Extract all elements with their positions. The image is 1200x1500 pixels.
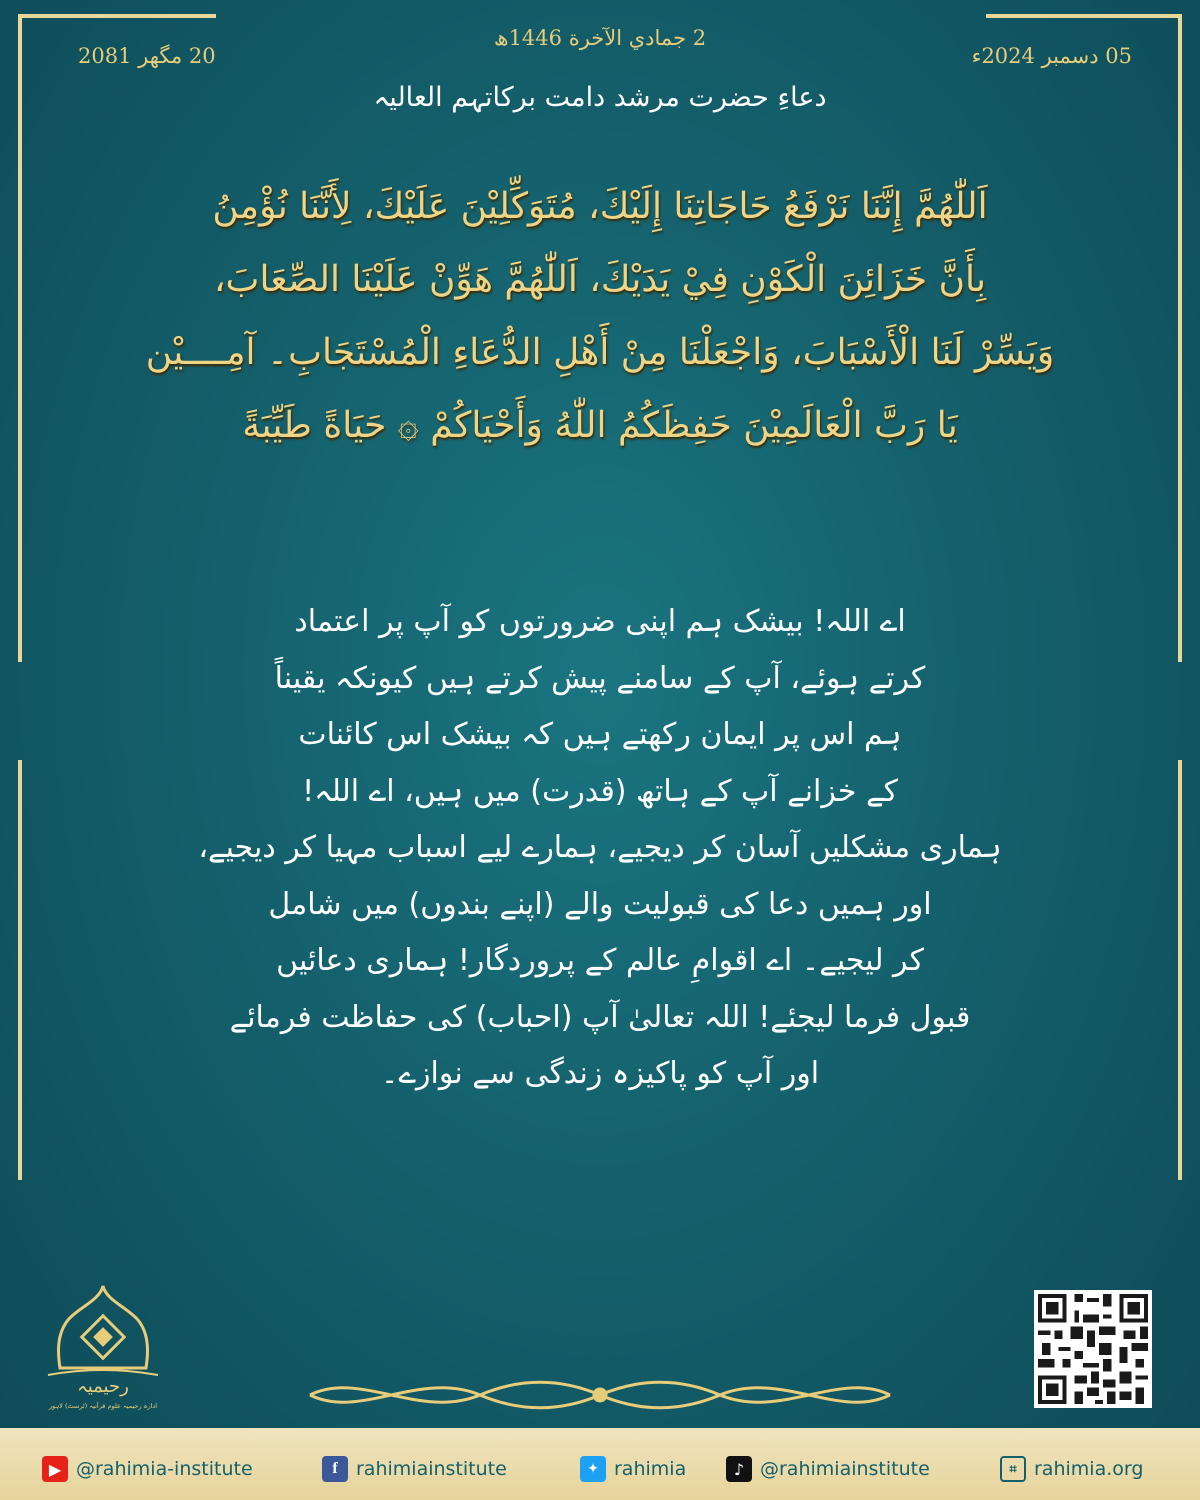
tiktok-icon: ♪ [726,1456,752,1482]
bikrami-date: 20 مگھر 2081 [78,44,216,68]
arabic-line: وَيَسِّرْ لَنَا الْأَسْبَابَ، وَاجْعَلْنَا مِنْ أَهْلِ الدُّعَاءِ الْمُسْتَجَابِ۔ آمِــــيْن [145,332,1055,373]
arabic-line: يَا رَبَّ الْعَالَمِيْنَ حَفِظَكُمُ اللّٰهُ وَأَحْيَاكُمْ ۞ حَيَاةً طَيِّبَةً [242,405,958,446]
urdu-line: اے اللہ! بیشک ہم اپنی ضرورتوں کو آپ پر اعتماد [294,604,906,639]
tiktok-link[interactable] [726,1455,930,1483]
website-url: rahimia.org [1034,1458,1144,1480]
website-link[interactable] [1000,1455,1143,1483]
page-title: دعاءِ حضرت مرشد دامت برکاتہم العالیہ [373,82,827,113]
urdu-line: کرتے ہوئے، آپ کے سامنے پیش کرتے ہیں کیونکہ یقیناً [274,660,926,696]
twitter-link[interactable] [580,1455,686,1483]
gregorian-date: 05 دسمبر 2024ء [971,44,1132,68]
qr-code [1033,1290,1153,1408]
urdu-line: کر لیجیے۔ اے اقوامِ عالم کے پروردگار! ہماری دعائیں [276,943,924,978]
frame-bottom-left-v [18,760,22,1180]
urdu-line: قبول فرما لیجئے! اللہ تعالیٰ آپ (احباب) کی حفاظت فرمائے [229,999,971,1035]
twitter-icon: ✦ [580,1456,606,1482]
website-icon: ⌗ [1000,1456,1026,1482]
youtube-handle: @rahimia-institute [76,1458,253,1480]
ornament-divider [300,1370,900,1420]
logo-subtext: ادارہ رحیمیہ علوم قرآنیہ (ٹرسٹ) لاہور [48,1402,158,1410]
rahimia-logo [38,1280,168,1420]
urdu-line: اور آپ کو پاکیزہ زندگی سے نوازے۔ [380,1056,820,1091]
facebook-link[interactable] [322,1455,507,1483]
urdu-line: کے خزانے آپ کے ہاتھ (قدرت) میں ہیں، اے اللہ! [302,773,898,809]
arabic-line: بِأَنَّ خَزَائِنَ الْكَوْنِ فِيْ يَدَيْكَ، اَللّٰهُمَّ هَوِّنْ عَلَيْنَا الصِّعَابَ، [213,259,987,300]
logo-text: رحیمیہ [77,1376,129,1397]
frame-bottom-right-v [1178,760,1182,1180]
urdu-line: ہماری مشکلیں آسان کر دیجیے، ہمارے لیے اسباب مہیا کر دیجیے، [198,830,1002,865]
twitter-handle: rahimia [614,1458,687,1480]
frame-top-right-h [986,14,1182,18]
facebook-handle: rahimiainstitute [356,1458,507,1480]
urdu-translation [140,594,1060,1103]
urdu-line: اور ہمیں دعا کی قبولیت والے (اپنے بندوں) میں شامل [268,886,932,922]
urdu-line: ہم اس پر ایمان رکھتے ہیں کہ بیشک اس کائنات [298,717,902,752]
hijri-date: 2 جمادي الآخرة 1446ھ [493,26,707,50]
youtube-icon: ▶ [42,1456,68,1482]
arabic-dua [80,170,1120,462]
frame-top-left-h [18,14,216,18]
tiktok-handle: @rahimiainstitute [760,1458,930,1480]
arabic-line: اَللّٰهُمَّ إِنَّنَا نَرْفَعُ حَاجَاتِنَا إِلَيْكَ، مُتَوَكِّلِيْنَ عَلَيْكَ، لِأَنَّنَا نُؤْمِنُ [212,186,988,227]
facebook-icon: f [322,1456,348,1482]
youtube-link[interactable] [42,1455,253,1483]
